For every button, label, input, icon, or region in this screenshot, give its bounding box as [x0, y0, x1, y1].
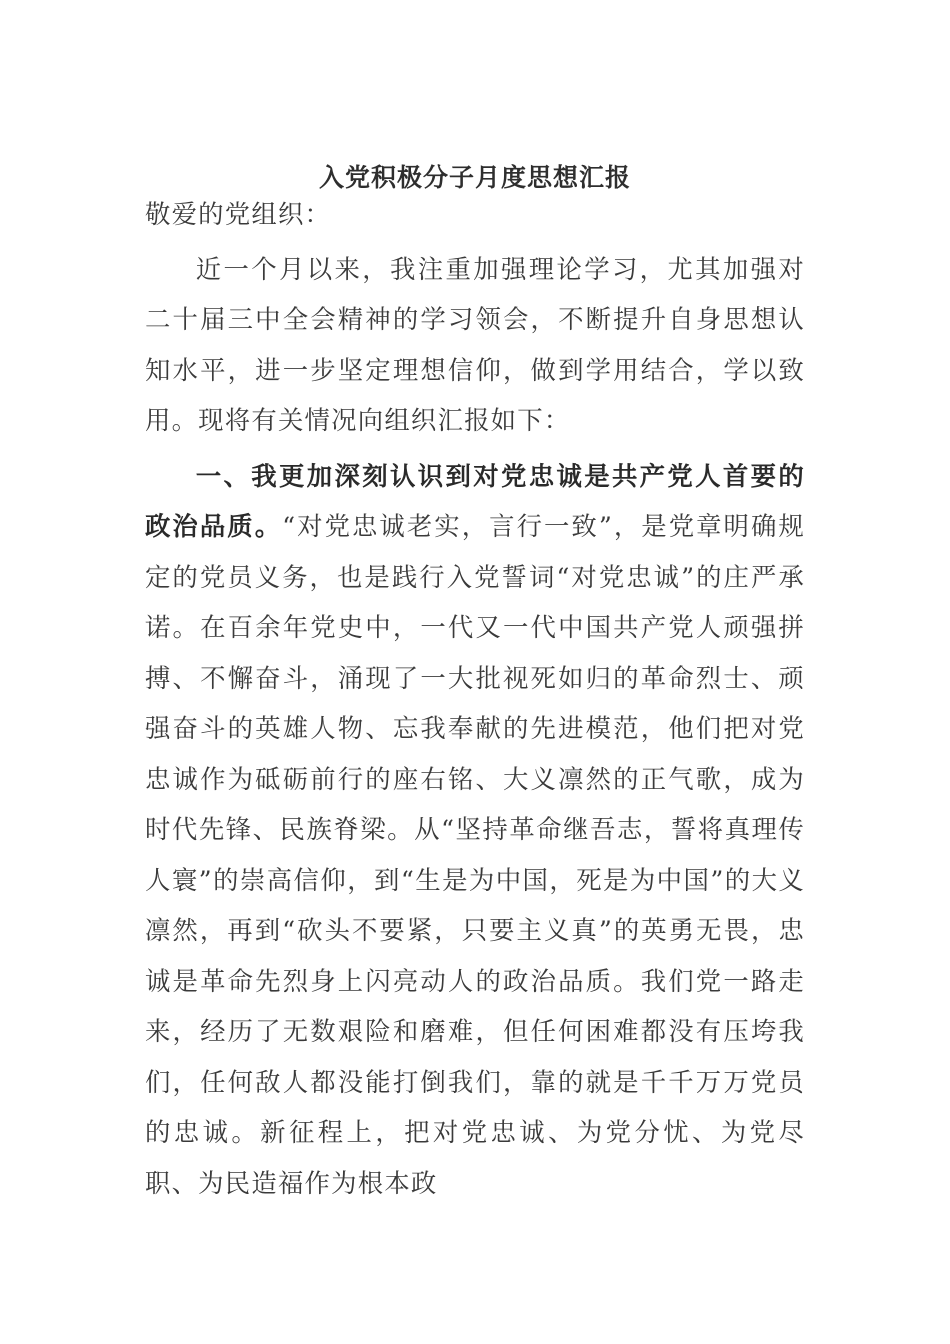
salutation: 敬爱的党组织：: [145, 199, 332, 229]
paragraph-section-one: [145, 451, 805, 1209]
document-title: 入党积极分子月度思想汇报: [318, 163, 631, 192]
document-body: [145, 185, 805, 1208]
paragraph-intro: 近一个月以来，我注重加强理论学习，尤其加强对二十届三中全会精神的学习领会，不断提升自身思想认知水平，进一步坚定理想信仰，做到学用结合，学以致用。现将有关情况向组织汇报如下：: [145, 253, 805, 435]
section-heading: 一、我更加深刻认识到对党忠诚是共产党人首要的政治品质。: [145, 460, 805, 541]
section-body-text: “对党忠诚老实，言行一致”，是党章明确规定的党员义务，也是践行入党誓词“对党忠诚”的庄严承诺。在百余年党史中，一代又一代中国共产党人顽强拼搏、不懈奋斗，涌现了一大批视死如归的革命烈士、顽强奋斗的英雄人物、忘我奉献的先进模范，他们把对党忠诚作为砥砺前行的座右铭、大义凛然的正气歌，成为时代先锋、民族脊梁。从“坚持革命继吾志，誓将真理传人寰”的崇高信仰，到“生是为中国，死是为中国”的大义凛然，再到“砍头不要紧，只要主义真”的英勇无畏，忠诚是革命先烈身上闪亮动人的政治品质。我们党一路走来，经历了无数艰险和磨难，但任何困难都没有压垮我们，任何敌人都没能打倒我们，靠的就是千千万万党员的忠诚。新征程上，把对党忠诚、为党分忧、为党尽职、为民造福作为根本政: [145, 511, 806, 1198]
